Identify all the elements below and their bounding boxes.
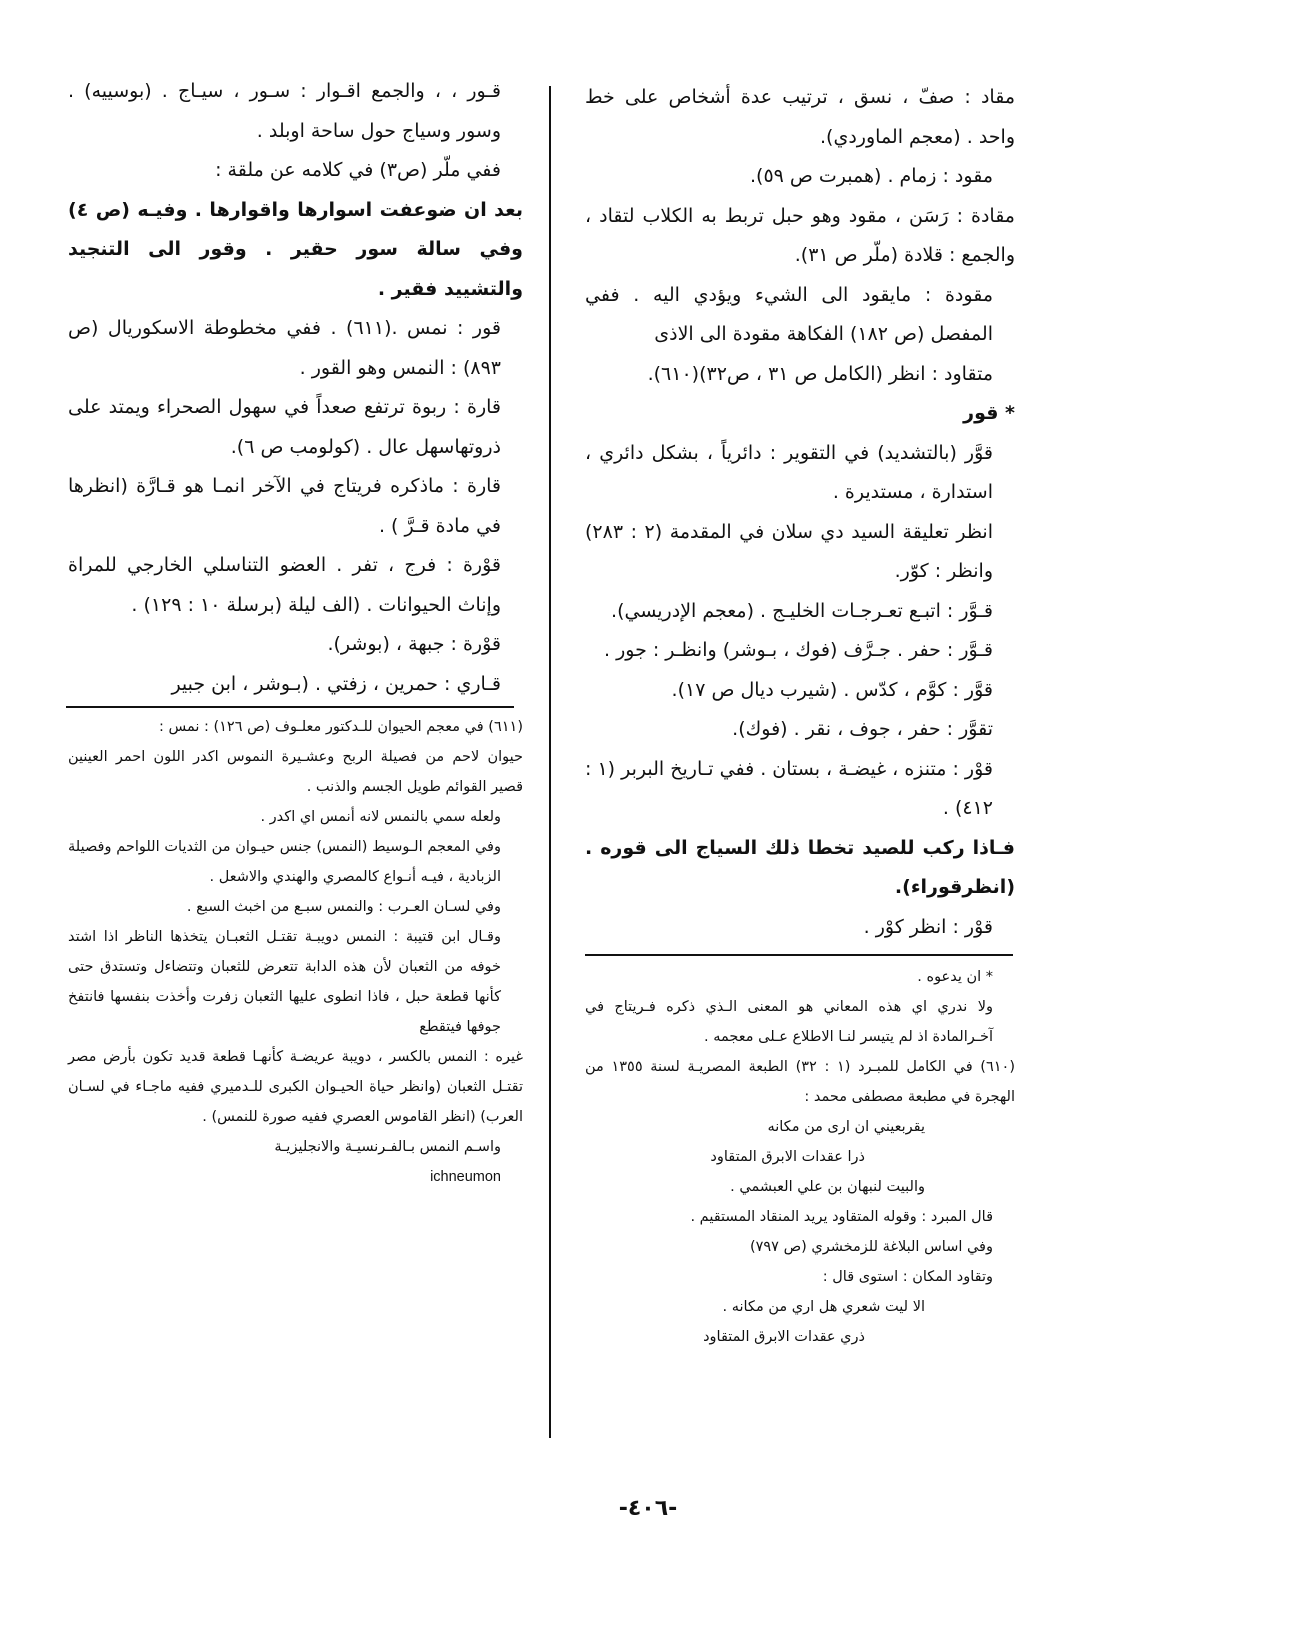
footnote-lisan: وفي لسـان العـرب : والنمس سبـع من اخبث السبع . <box>186 899 501 915</box>
quote-tarikh-al-barbar: فـاذا ركب للصيد تخطا ذلك السياج الى قوره . (انظرقوراء). <box>585 836 1015 898</box>
footnote-continuation: * ان يدعوه . <box>917 969 993 985</box>
entry-taqawwar: تقوَّر : حفر ، جوف ، نقر . (فوك). <box>732 718 993 740</box>
footnote-asas-al-balagha: وفي اساس البلاغة للزمخشري (ص ٧٩٧) <box>749 1239 993 1255</box>
verse-line-2: ذرا عقدات الابرق المتقاود <box>710 1149 865 1165</box>
entry-qawwar-kawwam: قوَّر : كوَّم ، كدّس . (شيرب ديال ص ١٧). <box>671 678 993 701</box>
footnote-anmas: ولعله سمي بالنمس لانه أنمس اي اكدر . <box>260 809 501 825</box>
entry-qawr-see: قوْر : انظر كوْر . <box>863 915 993 938</box>
root-heading-qwr: * قور <box>963 402 1015 424</box>
quote-aswar-aqwar: بعد ان ضوعفت اسوارها واقوارها . وفيـه (ص ٤) وفي سالة سور حقير . وقور الى التنجيد والتشييد فقير . <box>68 198 523 300</box>
footnote-poet: والبيت لنبهان بن علي العبشمي . <box>730 1179 925 1195</box>
right-column <box>585 78 1015 947</box>
footnote-ichneumon: ichneumon <box>430 1169 501 1185</box>
entry-qara-freytag: قارة : ماذكره فريتاج في الآخر انمـا هو قـارَّة (انظرها في مادة قـرَّ ) . <box>68 475 501 537</box>
right-column-entries <box>585 78 1015 947</box>
left-footnote-separator <box>66 706 514 708</box>
footnote-611: (٦١١) في معجم الحيوان للـدكتور معلـوف (ص ١٢٦) : نمس : <box>158 719 523 735</box>
entry-mutaqawid: متقاود : انظر (الكامل ص ٣١ ، ص٣٢)(٦١٠). <box>647 362 993 385</box>
left-column <box>68 72 523 704</box>
footnote-mubarrad: قال المبرد : وقوله المتقاود يريد المنقاد المستقيم . <box>690 1209 993 1225</box>
entry-qawr-siyaj: قـور ، ، والجمع اقـوار : سـور ، سيـاج . (بوسييه) . وسور وسياج حول ساحة اوبلد . <box>68 80 501 142</box>
entry-de-slane-note: انظر تعليقة السيد دي سلان في المقدمة (٢ : ٢٨٣) وانظر : كوّر. <box>585 520 994 582</box>
footnote-ghayruh: غيره : النمس بالكسر ، دويبة عريضـة كأنهـا قطعة قديد تكون بأرض مصر تقتـل الثعبان (وانظر حياة الحيـوان الكبرى للـدميري ففيه ماجـاء في لسـان العرب) (انظر القاموس العصري ففيه صورة للنمس) . <box>68 1049 523 1125</box>
entry-qawra-jabha: قوْرة : جبهة ، (بوشر). <box>327 633 501 655</box>
footnote-freytag-remark: ولا ندري اي هذه المعاني هو المعنى الـذي ذكره فـريتاج في آخـرالمادة اذ لم يتيسر لنـا الاطلاع عـلى معجمه . <box>585 999 993 1045</box>
entry-maqada: مقادة : رَسَن ، مقود وهو حبل تربط به الكلاب لتقاد ، والجمع : قلادة (ملّر ص ٣١). <box>585 204 1015 266</box>
verse-line-1: يقربعيني ان ارى من مكانه <box>767 1119 925 1135</box>
entry-qari: قـاري : حمرين ، زفتي . (بـوشر ، ابن جبير <box>171 672 501 695</box>
footnote-610: (٦١٠) في الكامل للمبـرد (١ : ٣٢) الطبعة المصريـة لسنة ١٣٥٥ من الهجرة في مطبعة مصطفى محمد : <box>585 1059 1015 1105</box>
footnote-taqawad: وتقاود المكان : استوى قال : <box>822 1269 993 1285</box>
entry-qawwar-taqwir: قوَّر (بالتشديد) في التقوير : دائرياً ، بشكل دائري ، استدارة ، مستديرة . <box>585 441 993 503</box>
footnote-nims-definition: حيوان لاحم من فصيلة الربح وعشـيرة النموس اكدر اللون احمر العينين قصير القوائم طويل الجسم والذنب . <box>68 749 523 795</box>
verse-line-4: ذري عقدات الابرق المتقاود <box>703 1329 865 1345</box>
left-column-footnotes <box>68 712 523 1192</box>
entry-miqwad: مقود : زمام . (همبرت ص ٥٩). <box>749 165 993 187</box>
entry-qawwar-khalij: قـوَّر : اتبـع تعـرجـات الخليـج . (معجم الإدريسي). <box>611 599 993 622</box>
entry-muller-malaga: ففي ملّر (ص٣) في كلامه عن ملقة : <box>215 159 501 181</box>
entry-qawwar-hafar: قـوَّر : حفر . جـرَّف (فوك ، بـوشر) وانظـر : جور . <box>604 639 993 661</box>
entry-maqad: مقاد : صفّ ، نسق ، ترتيب عدة أشخاص على خط واحد . (معجم الماوردي). <box>585 86 1015 148</box>
entry-qawr-bustan: قوْر : متنزه ، غيضـة ، بستان . ففي تـاريخ البربر (١ : ٤١٢) . <box>585 757 993 819</box>
footnote-french-english: واسـم النمس بـالفـرنسيـة والانجليزيـة <box>274 1139 501 1155</box>
entry-qawr-nims: قور : نمس .(٦١١) . ففي مخطوطة الاسكوريال (ص ٨٩٣) : النمس وهو القور . <box>68 317 501 379</box>
entry-qara-rabwa: قارة : ربوة ترتفع صعداً في سهول الصحراء ويمتد على ذروتهاسهل عال . (كولومب ص ٦). <box>68 396 501 458</box>
footnote-wasit: وفي المعجم الـوسيط (النمس) جنس حيـوان من الثديات اللواحم وفصيلة الزبادية ، فيـه أنـواع كالمصري والهندي والاشعل . <box>68 839 501 885</box>
right-footnote-separator <box>585 954 1013 956</box>
page-number: -٤٠٦- <box>618 1496 678 1521</box>
column-divider <box>549 86 551 1438</box>
left-column-entries <box>68 72 523 704</box>
entry-qawra-farj: قوْرة : فرج ، تفر . العضو التناسلي الخارجي للمراة وإناث الحيوانات . (الف ليلة (برسلة ١٠ : ١٢٩) . <box>68 554 501 616</box>
footnote-ibn-qutayba: وقـال ابن قتيبة : النمس دويبـة تقتـل الثعبـان يتخذها الناظر اذا اشتد خوفه من الثعبان لأن هذه الدابة تتعرض للثعبان وتتضاءل وتستدق حتى كأنها قطعة حبل ، فاذا انطوى عليها الثعبان زفرت وأخذت بنفسها فانتفخ جوفها فيتقطع <box>68 929 501 1035</box>
entry-maquda: مقودة : مايقود الى الشيء ويؤدي اليه . ففي المفصل (ص ١٨٢) الفكاهة مقودة الى الاذى <box>585 283 993 345</box>
right-column-footnotes <box>585 962 1015 1352</box>
verse-line-3: الا ليت شعري هل اري من مكانه . <box>722 1299 925 1315</box>
